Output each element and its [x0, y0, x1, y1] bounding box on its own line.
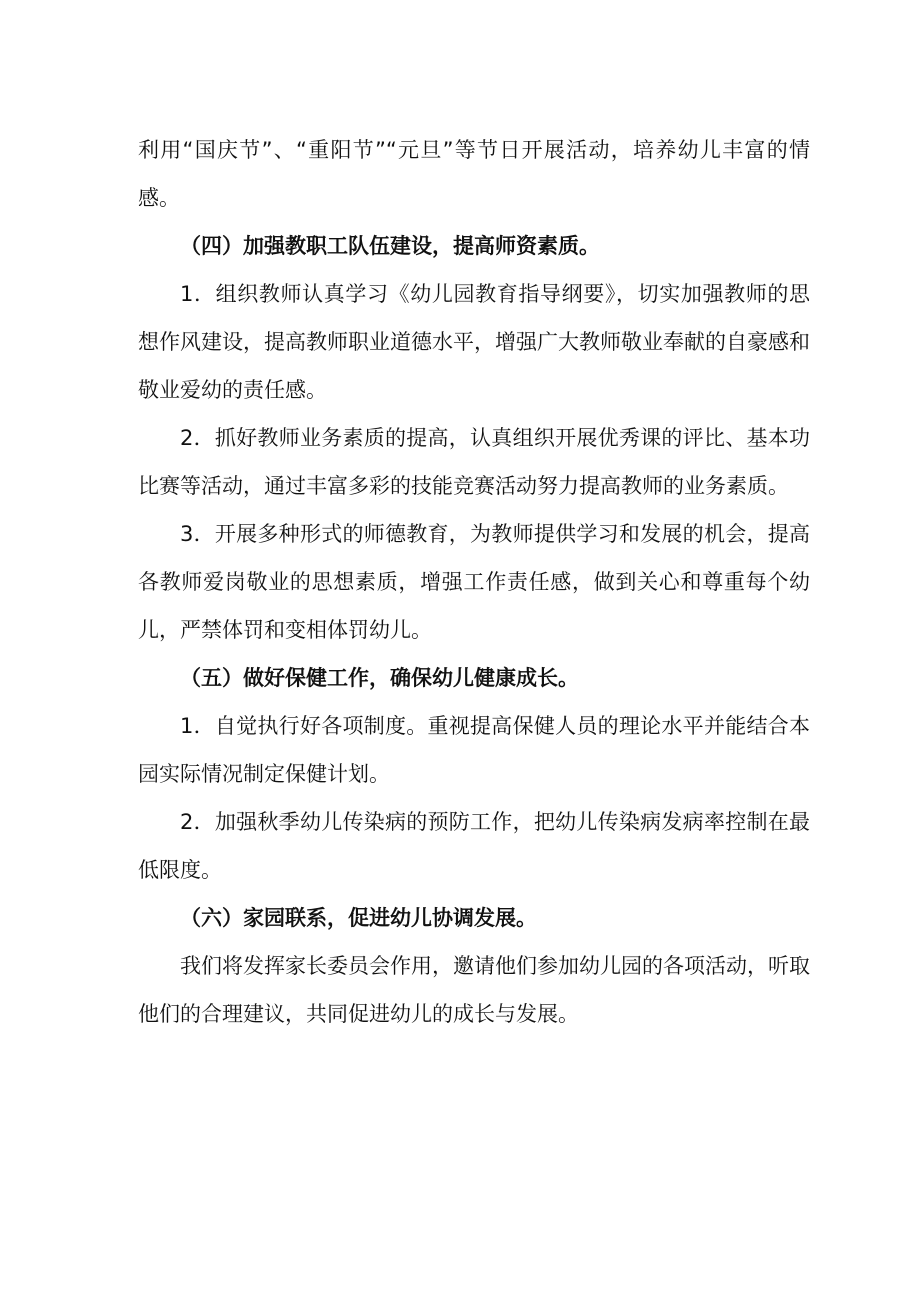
- document-body: [138, 126, 810, 1038]
- paragraph-5-2: 2．加强秋季幼儿传染病的预防工作，把幼儿传染病发病率控制在最低限度。: [138, 810, 810, 882]
- section-heading-4: （四）加强教职工队伍建设，提高师资素质。: [180, 234, 600, 258]
- paragraph-4-1: 1．组织教师认真学习《幼儿园教育指导纲要》，切实加强教师的思想作风建设，提高教师职业道德水平，增强广大教师敬业奉献的自豪感和敬业爱幼的责任感。: [138, 282, 810, 402]
- paragraph-continuation: 利用“国庆节”、“重阳节”“元旦”等节日开展活动，培养幼儿丰富的情感。: [138, 138, 810, 210]
- paragraph-5-1: 1．自觉执行好各项制度。重视提高保健人员的理论水平并能结合本园实际情况制定保健计划。: [138, 714, 810, 786]
- section-heading-6: （六）家园联系，促进幼儿协调发展。: [180, 906, 537, 930]
- paragraph-6-1: 我们将发挥家长委员会作用，邀请他们参加幼儿园的各项活动，听取他们的合理建议，共同促进幼儿的成长与发展。: [138, 954, 810, 1026]
- paragraph-4-2: 2．抓好教师业务素质的提高，认真组织开展优秀课的评比、基本功比赛等活动，通过丰富多彩的技能竞赛活动努力提高教师的业务素质。: [138, 426, 810, 498]
- section-heading-5: （五）做好保健工作，确保幼儿健康成长。: [180, 666, 579, 690]
- paragraph-4-3: 3．开展多种形式的师德教育，为教师提供学习和发展的机会，提高各教师爱岗敬业的思想素质，增强工作责任感，做到关心和尊重每个幼儿，严禁体罚和变相体罚幼儿。: [138, 522, 810, 642]
